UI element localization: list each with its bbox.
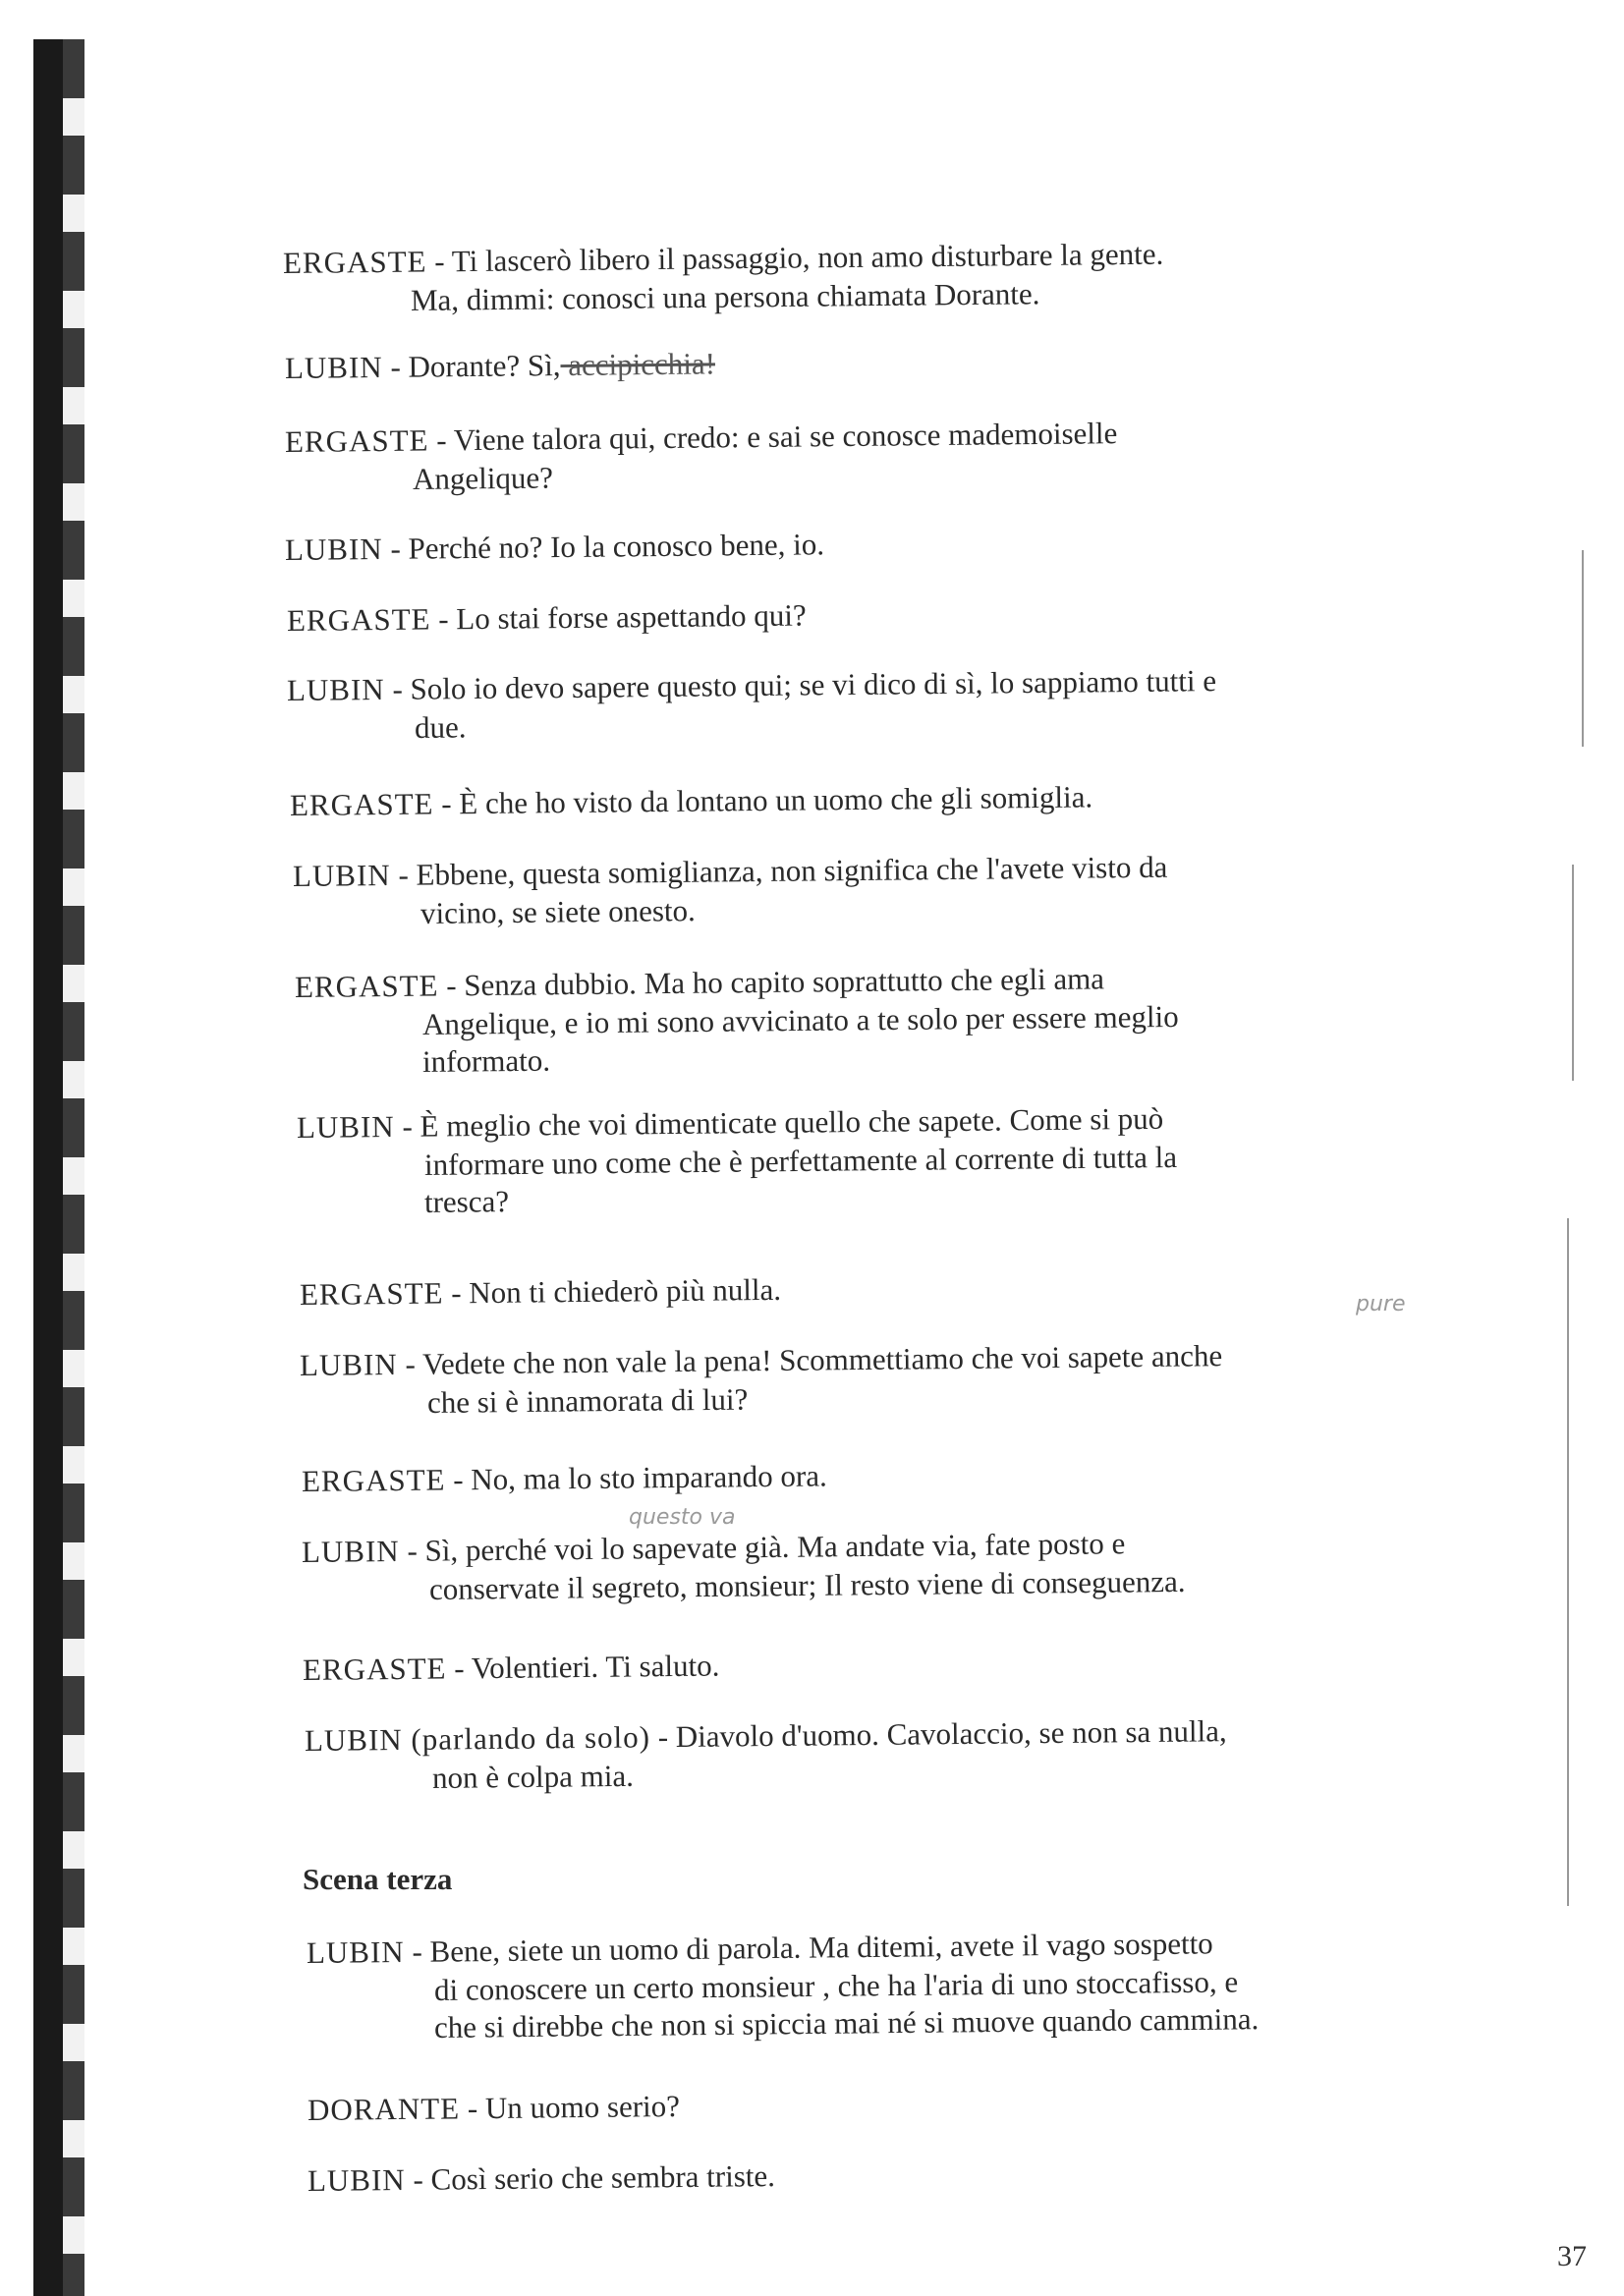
- line-text: che si direbbe che non si spiccia mai né si muove quando cammina.: [433, 2001, 1260, 2044]
- line-text: Vedete che non vale la pena! Scommettiamo che voi sapete anche: [421, 1338, 1223, 1381]
- speech-line: [434, 1999, 1260, 2047]
- line-text: Così serio che sembra triste.: [430, 2158, 776, 2197]
- separator: -: [405, 2161, 431, 2197]
- line-text: Un uomo serio?: [484, 2089, 681, 2126]
- speech-line: [415, 707, 467, 748]
- speech-line: [285, 344, 715, 388]
- speaker-name: ERGASTE: [302, 1651, 447, 1687]
- separator: -: [443, 1275, 470, 1311]
- separator: -: [433, 786, 460, 821]
- line-text: vicino, se siete onesto.: [420, 893, 696, 930]
- separator: -: [446, 1651, 472, 1686]
- separator: -: [426, 244, 452, 279]
- speaker-name: ERGASTE: [284, 422, 429, 459]
- separator: -: [384, 671, 411, 706]
- struck-text: accipicchia!: [560, 346, 716, 383]
- separator: -: [649, 1719, 676, 1755]
- speaker-name: LUBIN: [292, 857, 391, 893]
- speech-line: [300, 1270, 781, 1315]
- separator: -: [430, 601, 457, 637]
- line-text: Dorante? Sì,: [408, 348, 561, 384]
- line-text: che si è innamorata di lui?: [426, 1381, 749, 1420]
- page-number: 37: [1557, 2240, 1587, 2272]
- speech-line: [429, 1562, 1186, 1609]
- line-text: Sì, perché voi lo sapevate già. Ma andate via, fate posto e: [424, 1526, 1126, 1568]
- line-text: Volentieri. Ti saluto.: [471, 1648, 720, 1686]
- separator: -: [428, 422, 454, 458]
- speaker-name: LUBIN: [301, 1533, 400, 1569]
- speech-line: [285, 525, 824, 570]
- margin-mark: [1567, 1218, 1569, 1906]
- line-text: informare uno come che è perfettamente al corrente di tutta la: [423, 1139, 1178, 1182]
- speaker-name: ERGASTE: [294, 968, 439, 1004]
- speaker-name: LUBIN: [284, 531, 383, 567]
- speaker-name: ERGASTE: [286, 601, 431, 638]
- speech-line: [413, 459, 553, 499]
- separator: -: [394, 1108, 420, 1144]
- speaker-name: LUBIN: [307, 2161, 406, 2198]
- line-text: Lo stai forse aspettando qui?: [456, 597, 807, 637]
- line-text: di conoscere un certo monsieur , che ha l'aria di uno stoccafisso, e: [433, 1964, 1239, 2007]
- separator: -: [382, 349, 409, 384]
- speech-line: [427, 1380, 749, 1423]
- line-text: Ebbene, questa somiglianza, non significa che l'avete visto da: [416, 849, 1168, 892]
- line-text: tresca?: [423, 1184, 510, 1219]
- speech-line: [420, 891, 696, 933]
- speaker-name: ERGASTE: [289, 786, 434, 822]
- speaker-name: LUBIN: [284, 349, 383, 385]
- speech-line: [424, 1182, 509, 1222]
- speaker-name: ERGASTE: [301, 1462, 446, 1498]
- speech-line: [424, 1138, 1177, 1185]
- speech-line: [308, 2156, 775, 2201]
- scene-heading: Scena terza: [303, 1862, 453, 1896]
- line-text: Non ti chiederò più nulla.: [469, 1271, 782, 1311]
- separator: -: [397, 1346, 423, 1381]
- line-text: Viene talora qui, credo: e sai se conosce mademoiselle: [453, 416, 1118, 458]
- line-text: non è colpa mia.: [431, 1758, 635, 1795]
- separator: -: [438, 968, 465, 1003]
- speaker-name: LUBIN: [299, 1346, 398, 1382]
- speaker-name: ERGASTE: [299, 1275, 444, 1312]
- speech-line: [285, 414, 1118, 462]
- line-text: Solo io devo sapere questo qui; se vi dico di sì, lo sappiamo tutti e: [410, 663, 1217, 706]
- line-text: Perché no? Io la conosco bene, io.: [408, 527, 825, 566]
- speech-line: [422, 1041, 550, 1082]
- speech-line: [303, 1647, 720, 1690]
- separator: -: [404, 1933, 430, 1969]
- line-text: conservate il segreto, monsieur; Il resto viene di conseguenza.: [428, 1563, 1186, 1606]
- line-text: Bene, siete un uomo di parola. Ma ditemi, avete il vago sospetto: [429, 1926, 1213, 1969]
- margin-mark: [1572, 865, 1574, 1081]
- separator: -: [390, 857, 417, 892]
- speech-line: [300, 1336, 1223, 1385]
- speech-line: [305, 1711, 1227, 1761]
- line-text: Angelique?: [412, 460, 554, 496]
- line-text: Ma, dimmi: conosci una persona chiamata Dorante.: [410, 276, 1040, 317]
- line-text: È che ho visto da lontano un uomo che gli somiglia.: [459, 779, 1093, 821]
- line-text: È meglio che voi dimenticate quello che sapete. Come si può: [420, 1100, 1164, 1144]
- handwritten-note: pure: [1356, 1292, 1406, 1316]
- line-text: Ti lascerò libero il passaggio, non amo disturbare la gente.: [451, 236, 1164, 279]
- separator: -: [445, 1462, 472, 1497]
- line-text: Senza dubbio. Ma ho capito soprattutto che egli ama: [464, 961, 1105, 1003]
- separator: -: [399, 1533, 425, 1568]
- speech-line: [411, 274, 1040, 320]
- line-text: No, ma lo sto imparando ora.: [471, 1458, 827, 1497]
- speech-line: [302, 1456, 827, 1501]
- speech-line: [287, 595, 807, 641]
- speech-line: [308, 2087, 680, 2130]
- speech-line: [290, 777, 1093, 825]
- speaker-name: LUBIN: [306, 1933, 405, 1970]
- speaker-name: LUBIN: [296, 1108, 395, 1145]
- speaker-name: LUBIN: [286, 671, 385, 707]
- handwritten-note: questo va: [629, 1505, 736, 1530]
- line-text: informato.: [421, 1042, 551, 1079]
- speaker-name: ERGASTE: [282, 244, 427, 280]
- speaker-name: DORANTE: [307, 2091, 461, 2127]
- margin-mark: [1582, 550, 1584, 747]
- speech-line: [432, 1757, 634, 1798]
- speech-line: [287, 661, 1216, 710]
- speech-line: [422, 997, 1179, 1044]
- line-text: Diavolo d'uomo. Cavolaccio, se non sa nulla,: [675, 1713, 1227, 1755]
- speech-line: [293, 848, 1168, 896]
- line-text: Angelique, e io mi sono avvicinato a te solo per essere meglio: [421, 998, 1179, 1041]
- speaker-name: LUBIN (parlando da solo): [304, 1719, 651, 1758]
- line-text: due.: [414, 709, 467, 745]
- separator: -: [382, 531, 409, 566]
- separator: -: [459, 2091, 486, 2126]
